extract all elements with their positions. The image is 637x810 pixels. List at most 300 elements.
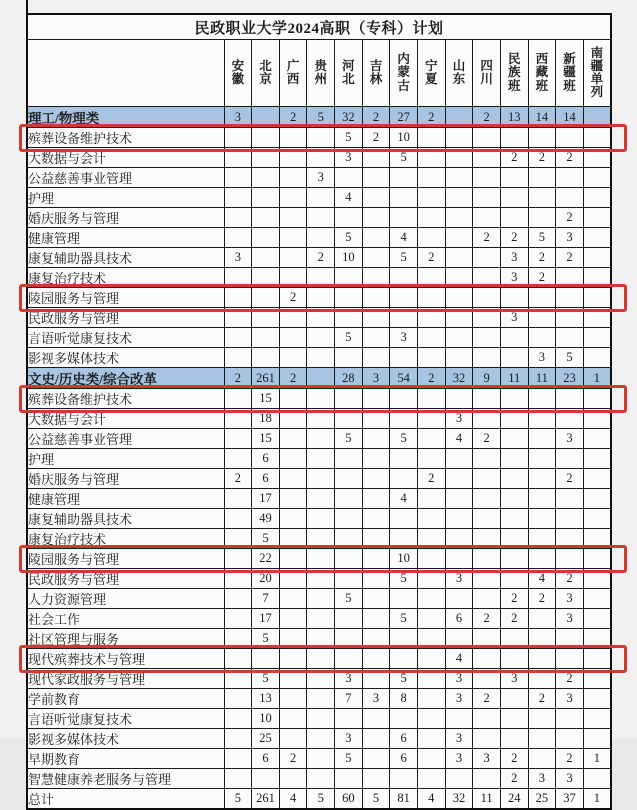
value-cell <box>583 469 611 489</box>
value-cell: 6 <box>390 729 418 749</box>
value-cell <box>279 569 307 589</box>
value-cell: 3 <box>445 669 473 689</box>
table-row <box>27 409 611 429</box>
value-cell: 2 <box>528 689 556 709</box>
value-cell <box>528 409 556 429</box>
table-row <box>27 288 611 308</box>
value-cell <box>500 409 528 429</box>
table-row <box>27 649 611 669</box>
row-label: 陵园服务与管理 <box>27 549 224 569</box>
value-cell <box>417 308 445 328</box>
value-cell <box>390 268 418 288</box>
table-row <box>27 689 611 709</box>
value-cell <box>307 729 335 749</box>
value-cell <box>224 188 252 208</box>
value-cell: 2 <box>279 749 307 769</box>
value-cell <box>445 469 473 489</box>
value-cell <box>473 509 501 529</box>
value-cell: 5 <box>335 228 363 248</box>
value-cell <box>528 649 556 669</box>
value-cell: 2 <box>556 148 584 168</box>
table-row <box>27 128 611 148</box>
value-cell: 2 <box>556 569 584 589</box>
row-label: 康复治疗技术 <box>27 529 224 549</box>
value-cell: 9 <box>473 368 501 389</box>
value-cell <box>528 128 556 148</box>
value-cell <box>500 549 528 569</box>
value-cell <box>279 509 307 529</box>
value-cell <box>307 549 335 569</box>
value-cell: 1 <box>583 789 611 810</box>
table-title: 民政职业大学2024高职（专科）计划 <box>27 14 611 40</box>
value-cell: 25 <box>528 789 556 810</box>
column-header-4: 贵 州 <box>307 40 335 107</box>
value-cell <box>279 228 307 248</box>
value-cell <box>362 188 390 208</box>
value-cell <box>556 168 584 188</box>
value-cell <box>528 288 556 308</box>
value-cell <box>583 489 611 509</box>
value-cell <box>417 509 445 529</box>
value-cell <box>252 228 280 248</box>
value-cell <box>583 348 611 368</box>
value-cell <box>279 328 307 348</box>
value-cell: 32 <box>335 107 363 128</box>
value-cell <box>528 669 556 689</box>
value-cell: 25 <box>252 729 280 749</box>
value-cell: 2 <box>417 107 445 128</box>
value-cell <box>279 429 307 449</box>
value-cell <box>362 669 390 689</box>
value-cell <box>307 409 335 429</box>
value-cell <box>279 188 307 208</box>
value-cell: 261 <box>252 789 280 810</box>
row-label: 社区管理与服务 <box>27 629 224 649</box>
value-cell <box>252 328 280 348</box>
value-cell: 5 <box>390 669 418 689</box>
value-cell <box>307 589 335 609</box>
value-cell <box>528 609 556 629</box>
value-cell: 7 <box>252 589 280 609</box>
value-cell <box>224 389 252 409</box>
section-row <box>27 368 611 389</box>
column-header-11: 民 族 班 <box>500 40 528 107</box>
value-cell <box>224 609 252 629</box>
value-cell <box>307 749 335 769</box>
value-cell <box>445 549 473 569</box>
value-cell: 3 <box>445 409 473 429</box>
value-cell <box>528 489 556 509</box>
value-cell <box>445 328 473 348</box>
value-cell <box>307 609 335 629</box>
value-cell <box>500 208 528 228</box>
value-cell: 15 <box>252 389 280 409</box>
value-cell <box>583 769 611 789</box>
value-cell <box>362 208 390 228</box>
value-cell <box>417 569 445 589</box>
total-row <box>27 789 611 810</box>
value-cell <box>583 569 611 589</box>
value-cell: 3 <box>556 769 584 789</box>
row-label: 现代家政服务与管理 <box>27 669 224 689</box>
value-cell: 18 <box>252 409 280 429</box>
value-cell: 6 <box>252 749 280 769</box>
value-cell <box>583 509 611 529</box>
value-cell: 3 <box>500 308 528 328</box>
value-cell <box>556 128 584 148</box>
value-cell <box>445 769 473 789</box>
value-cell <box>583 168 611 188</box>
value-cell: 10 <box>390 128 418 148</box>
table-row <box>27 188 611 208</box>
value-cell <box>224 589 252 609</box>
value-cell: 1 <box>583 368 611 389</box>
value-cell <box>362 248 390 268</box>
value-cell: 5 <box>362 789 390 810</box>
value-cell: 7 <box>335 689 363 709</box>
value-cell <box>445 168 473 188</box>
table-row <box>27 228 611 248</box>
value-cell <box>390 348 418 368</box>
value-cell <box>224 629 252 649</box>
value-cell <box>307 308 335 328</box>
value-cell: 2 <box>500 589 528 609</box>
value-cell <box>362 148 390 168</box>
value-cell <box>279 469 307 489</box>
row-label: 大数据与会计 <box>27 148 224 168</box>
value-cell <box>362 389 390 409</box>
value-cell: 10 <box>252 709 280 729</box>
value-cell: 3 <box>556 589 584 609</box>
value-cell: 2 <box>473 228 501 248</box>
value-cell <box>224 669 252 689</box>
value-cell <box>279 649 307 669</box>
value-cell <box>556 489 584 509</box>
value-cell: 1 <box>583 749 611 769</box>
value-cell: 11 <box>473 789 501 810</box>
row-label: 现代殡葬技术与管理 <box>27 649 224 669</box>
value-cell <box>252 308 280 328</box>
value-cell: 5 <box>528 228 556 248</box>
column-header-row <box>27 40 611 107</box>
value-cell <box>583 248 611 268</box>
value-cell <box>307 208 335 228</box>
value-cell: 2 <box>473 429 501 449</box>
value-cell: 2 <box>417 248 445 268</box>
value-cell: 5 <box>307 107 335 128</box>
value-cell <box>224 769 252 789</box>
value-cell: 3 <box>445 729 473 749</box>
value-cell <box>583 729 611 749</box>
value-cell <box>307 288 335 308</box>
row-label: 公益慈善事业管理 <box>27 168 224 188</box>
value-cell <box>335 569 363 589</box>
value-cell <box>445 107 473 128</box>
value-cell <box>417 769 445 789</box>
value-cell <box>252 248 280 268</box>
column-header-1: 安 徽 <box>224 40 252 107</box>
value-cell: 5 <box>390 148 418 168</box>
value-cell <box>445 228 473 248</box>
value-cell <box>335 509 363 529</box>
value-cell: 2 <box>556 208 584 228</box>
value-cell <box>583 629 611 649</box>
table-row <box>27 389 611 409</box>
table-row <box>27 509 611 529</box>
table-row <box>27 248 611 268</box>
value-cell <box>473 328 501 348</box>
value-cell <box>390 629 418 649</box>
row-label: 学前教育 <box>27 689 224 709</box>
value-cell <box>556 629 584 649</box>
value-cell <box>473 409 501 429</box>
value-cell <box>528 168 556 188</box>
value-cell <box>224 168 252 188</box>
value-cell <box>224 549 252 569</box>
value-cell: 2 <box>528 148 556 168</box>
value-cell <box>362 409 390 429</box>
value-cell <box>335 649 363 669</box>
value-cell <box>473 208 501 228</box>
row-label: 总计 <box>27 789 224 810</box>
row-label: 健康管理 <box>27 489 224 509</box>
value-cell <box>556 729 584 749</box>
value-cell <box>390 208 418 228</box>
value-cell <box>279 208 307 228</box>
value-cell <box>417 649 445 669</box>
value-cell <box>362 429 390 449</box>
value-cell: 2 <box>224 469 252 489</box>
value-cell <box>556 409 584 429</box>
value-cell <box>279 449 307 469</box>
value-cell <box>279 629 307 649</box>
value-cell: 2 <box>473 107 501 128</box>
value-cell <box>473 669 501 689</box>
value-cell <box>500 709 528 729</box>
value-cell <box>556 709 584 729</box>
value-cell <box>279 769 307 789</box>
value-cell: 2 <box>500 769 528 789</box>
value-cell <box>307 709 335 729</box>
row-label: 婚庆服务与管理 <box>27 208 224 228</box>
table-row <box>27 489 611 509</box>
value-cell <box>224 569 252 589</box>
value-cell: 5 <box>224 789 252 810</box>
value-cell: 81 <box>390 789 418 810</box>
value-cell <box>335 609 363 629</box>
value-cell <box>390 168 418 188</box>
value-cell <box>556 268 584 288</box>
value-cell <box>583 148 611 168</box>
value-cell <box>279 389 307 409</box>
value-cell <box>473 569 501 589</box>
value-cell <box>528 629 556 649</box>
value-cell: 17 <box>252 609 280 629</box>
value-cell <box>224 709 252 729</box>
value-cell <box>500 449 528 469</box>
value-cell <box>390 188 418 208</box>
value-cell <box>279 348 307 368</box>
value-cell <box>224 409 252 429</box>
value-cell <box>417 429 445 449</box>
table-row <box>27 549 611 569</box>
table-row <box>27 328 611 348</box>
value-cell: 2 <box>500 148 528 168</box>
value-cell <box>390 709 418 729</box>
value-cell <box>556 509 584 529</box>
value-cell <box>335 709 363 729</box>
value-cell <box>556 308 584 328</box>
row-label: 民政服务与管理 <box>27 308 224 328</box>
table-row <box>27 449 611 469</box>
value-cell <box>500 569 528 589</box>
row-label: 健康管理 <box>27 228 224 248</box>
value-cell <box>445 268 473 288</box>
value-cell: 14 <box>556 107 584 128</box>
value-cell <box>224 328 252 348</box>
value-cell <box>252 288 280 308</box>
value-cell <box>224 529 252 549</box>
column-header-9: 山 东 <box>445 40 473 107</box>
value-cell <box>335 288 363 308</box>
value-cell <box>417 729 445 749</box>
value-cell <box>307 769 335 789</box>
value-cell <box>279 689 307 709</box>
row-label: 护理 <box>27 449 224 469</box>
value-cell <box>252 128 280 148</box>
top-border-stub <box>26 0 28 14</box>
value-cell <box>473 489 501 509</box>
row-label: 早期教育 <box>27 749 224 769</box>
value-cell <box>583 328 611 348</box>
value-cell <box>279 308 307 328</box>
value-cell: 3 <box>556 689 584 709</box>
value-cell <box>445 348 473 368</box>
value-cell <box>307 449 335 469</box>
value-cell <box>252 148 280 168</box>
column-header-6: 吉 林 <box>362 40 390 107</box>
value-cell <box>307 689 335 709</box>
value-cell <box>417 389 445 409</box>
value-cell <box>390 449 418 469</box>
value-cell <box>252 208 280 228</box>
value-cell: 5 <box>390 248 418 268</box>
value-cell <box>224 689 252 709</box>
value-cell: 2 <box>500 228 528 248</box>
value-cell: 3 <box>556 429 584 449</box>
value-cell <box>417 409 445 429</box>
value-cell: 24 <box>500 789 528 810</box>
value-cell: 4 <box>445 429 473 449</box>
value-cell: 8 <box>390 689 418 709</box>
value-cell <box>583 268 611 288</box>
value-cell: 3 <box>335 669 363 689</box>
value-cell: 5 <box>335 749 363 769</box>
value-cell: 17 <box>252 489 280 509</box>
value-cell <box>362 509 390 529</box>
value-cell <box>252 107 280 128</box>
row-label: 殡葬设备维护技术 <box>27 389 224 409</box>
value-cell <box>224 348 252 368</box>
value-cell <box>445 449 473 469</box>
value-cell <box>583 429 611 449</box>
value-cell: 5 <box>252 669 280 689</box>
value-cell <box>500 469 528 489</box>
value-cell <box>362 609 390 629</box>
value-cell <box>473 348 501 368</box>
row-label: 公益慈善事业管理 <box>27 429 224 449</box>
value-cell <box>417 489 445 509</box>
value-cell <box>500 188 528 208</box>
value-cell <box>473 529 501 549</box>
value-cell <box>583 649 611 669</box>
value-cell <box>390 409 418 429</box>
table-row <box>27 749 611 769</box>
value-cell <box>500 288 528 308</box>
value-cell: 3 <box>390 328 418 348</box>
value-cell: 13 <box>252 689 280 709</box>
row-label: 影视多媒体技术 <box>27 729 224 749</box>
value-cell <box>500 489 528 509</box>
value-cell <box>528 549 556 569</box>
title-row <box>27 14 611 40</box>
value-cell <box>307 128 335 148</box>
value-cell: 2 <box>500 609 528 629</box>
value-cell: 5 <box>307 789 335 810</box>
value-cell <box>390 589 418 609</box>
value-cell <box>279 489 307 509</box>
value-cell <box>362 308 390 328</box>
value-cell <box>224 208 252 228</box>
value-cell: 4 <box>390 228 418 248</box>
value-cell <box>473 248 501 268</box>
value-cell <box>362 709 390 729</box>
value-cell <box>307 188 335 208</box>
value-cell <box>224 509 252 529</box>
value-cell <box>362 769 390 789</box>
column-header-8: 宁 夏 <box>417 40 445 107</box>
table-row <box>27 709 611 729</box>
row-label: 智慧健康养老服务与管理 <box>27 769 224 789</box>
value-cell <box>583 409 611 429</box>
value-cell <box>335 389 363 409</box>
value-cell <box>500 128 528 148</box>
value-cell: 5 <box>252 529 280 549</box>
value-cell: 3 <box>500 669 528 689</box>
value-cell: 2 <box>556 469 584 489</box>
value-cell <box>528 308 556 328</box>
value-cell: 2 <box>556 248 584 268</box>
value-cell: 2 <box>528 248 556 268</box>
value-cell <box>500 168 528 188</box>
value-cell: 5 <box>335 429 363 449</box>
table-row <box>27 609 611 629</box>
value-cell: 3 <box>500 268 528 288</box>
value-cell <box>307 268 335 288</box>
value-cell: 2 <box>528 589 556 609</box>
value-cell <box>583 107 611 128</box>
value-cell: 2 <box>279 288 307 308</box>
value-cell <box>528 709 556 729</box>
value-cell: 2 <box>528 268 556 288</box>
value-cell: 3 <box>335 729 363 749</box>
table-row <box>27 469 611 489</box>
value-cell <box>279 709 307 729</box>
value-cell <box>252 348 280 368</box>
value-cell <box>307 569 335 589</box>
value-cell <box>445 128 473 148</box>
value-cell <box>417 288 445 308</box>
